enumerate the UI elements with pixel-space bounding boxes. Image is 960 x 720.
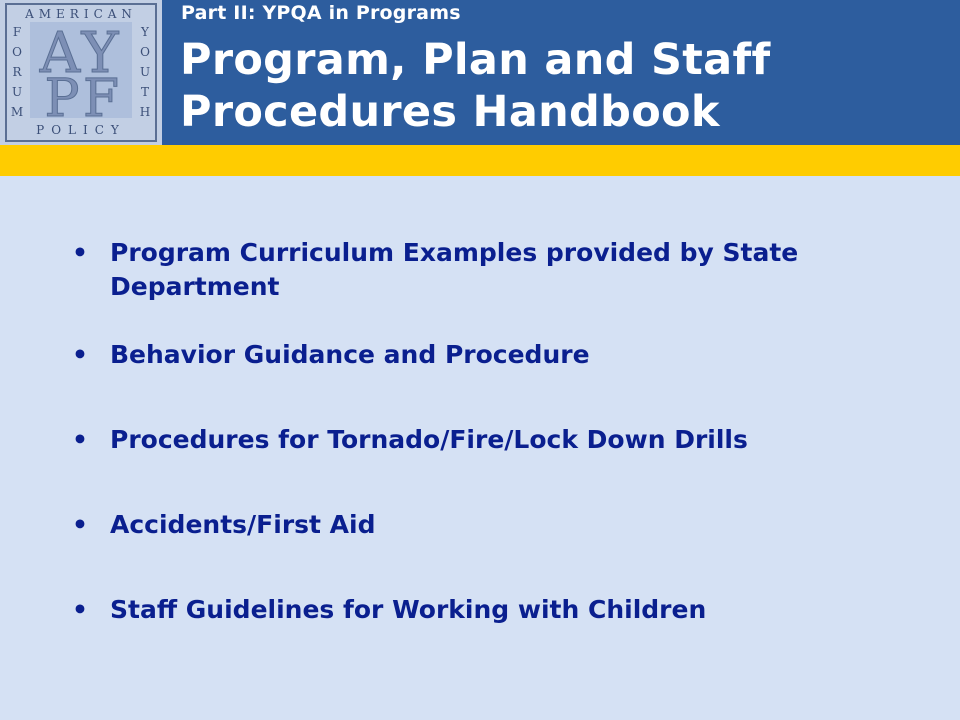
gold-accent-bar bbox=[0, 145, 960, 176]
list-item bbox=[72, 338, 892, 423]
logo-left-r: R bbox=[12, 65, 22, 79]
bullet-icon: • bbox=[72, 340, 88, 369]
list-item bbox=[72, 593, 892, 627]
list-item bbox=[72, 236, 892, 338]
bullet-icon: • bbox=[72, 510, 88, 539]
logo-monogram-a: A bbox=[39, 21, 81, 86]
logo-monogram-f: F bbox=[82, 69, 120, 129]
logo-bottom-text: POLICY bbox=[36, 123, 126, 137]
logo-right-t: T bbox=[140, 85, 150, 99]
list-item bbox=[72, 508, 892, 593]
bullet-icon: • bbox=[72, 238, 88, 267]
logo-monogram-y: Y bbox=[81, 21, 119, 86]
aypf-logo-icon bbox=[0, 0, 162, 145]
logo-left-u: U bbox=[11, 85, 23, 99]
logo-monogram-p: P bbox=[44, 69, 80, 129]
list-item-text: Procedures for Tornado/Fire/Lock Down Drills bbox=[110, 425, 748, 454]
logo-right-h: H bbox=[139, 105, 151, 119]
page-title: Program, Plan and Staff Procedures Handbook bbox=[180, 35, 771, 137]
list-item-text: Accidents/First Aid bbox=[110, 510, 376, 539]
logo-right-o: O bbox=[140, 45, 150, 59]
logo-right-u: U bbox=[139, 65, 151, 79]
logo-left-m: M bbox=[10, 105, 24, 119]
logo-top-text: AMERICAN bbox=[25, 7, 137, 21]
list-item-text: Staff Guidelines for Working with Children bbox=[110, 595, 707, 624]
list-item bbox=[72, 423, 892, 508]
section-kicker: Part II: YPQA in Programs bbox=[181, 2, 461, 24]
list-item-text: Behavior Guidance and Procedure bbox=[110, 340, 590, 369]
bullet-icon: • bbox=[72, 595, 88, 624]
logo-left-f: F bbox=[12, 25, 22, 39]
bullet-list bbox=[72, 236, 892, 627]
list-item-text: Program Curriculum Examples provided by State Department bbox=[110, 238, 799, 301]
logo-left-o: O bbox=[12, 45, 22, 59]
bullet-icon: • bbox=[72, 425, 88, 454]
logo-right-y: Y bbox=[141, 25, 149, 39]
aypf-logo bbox=[0, 0, 162, 145]
